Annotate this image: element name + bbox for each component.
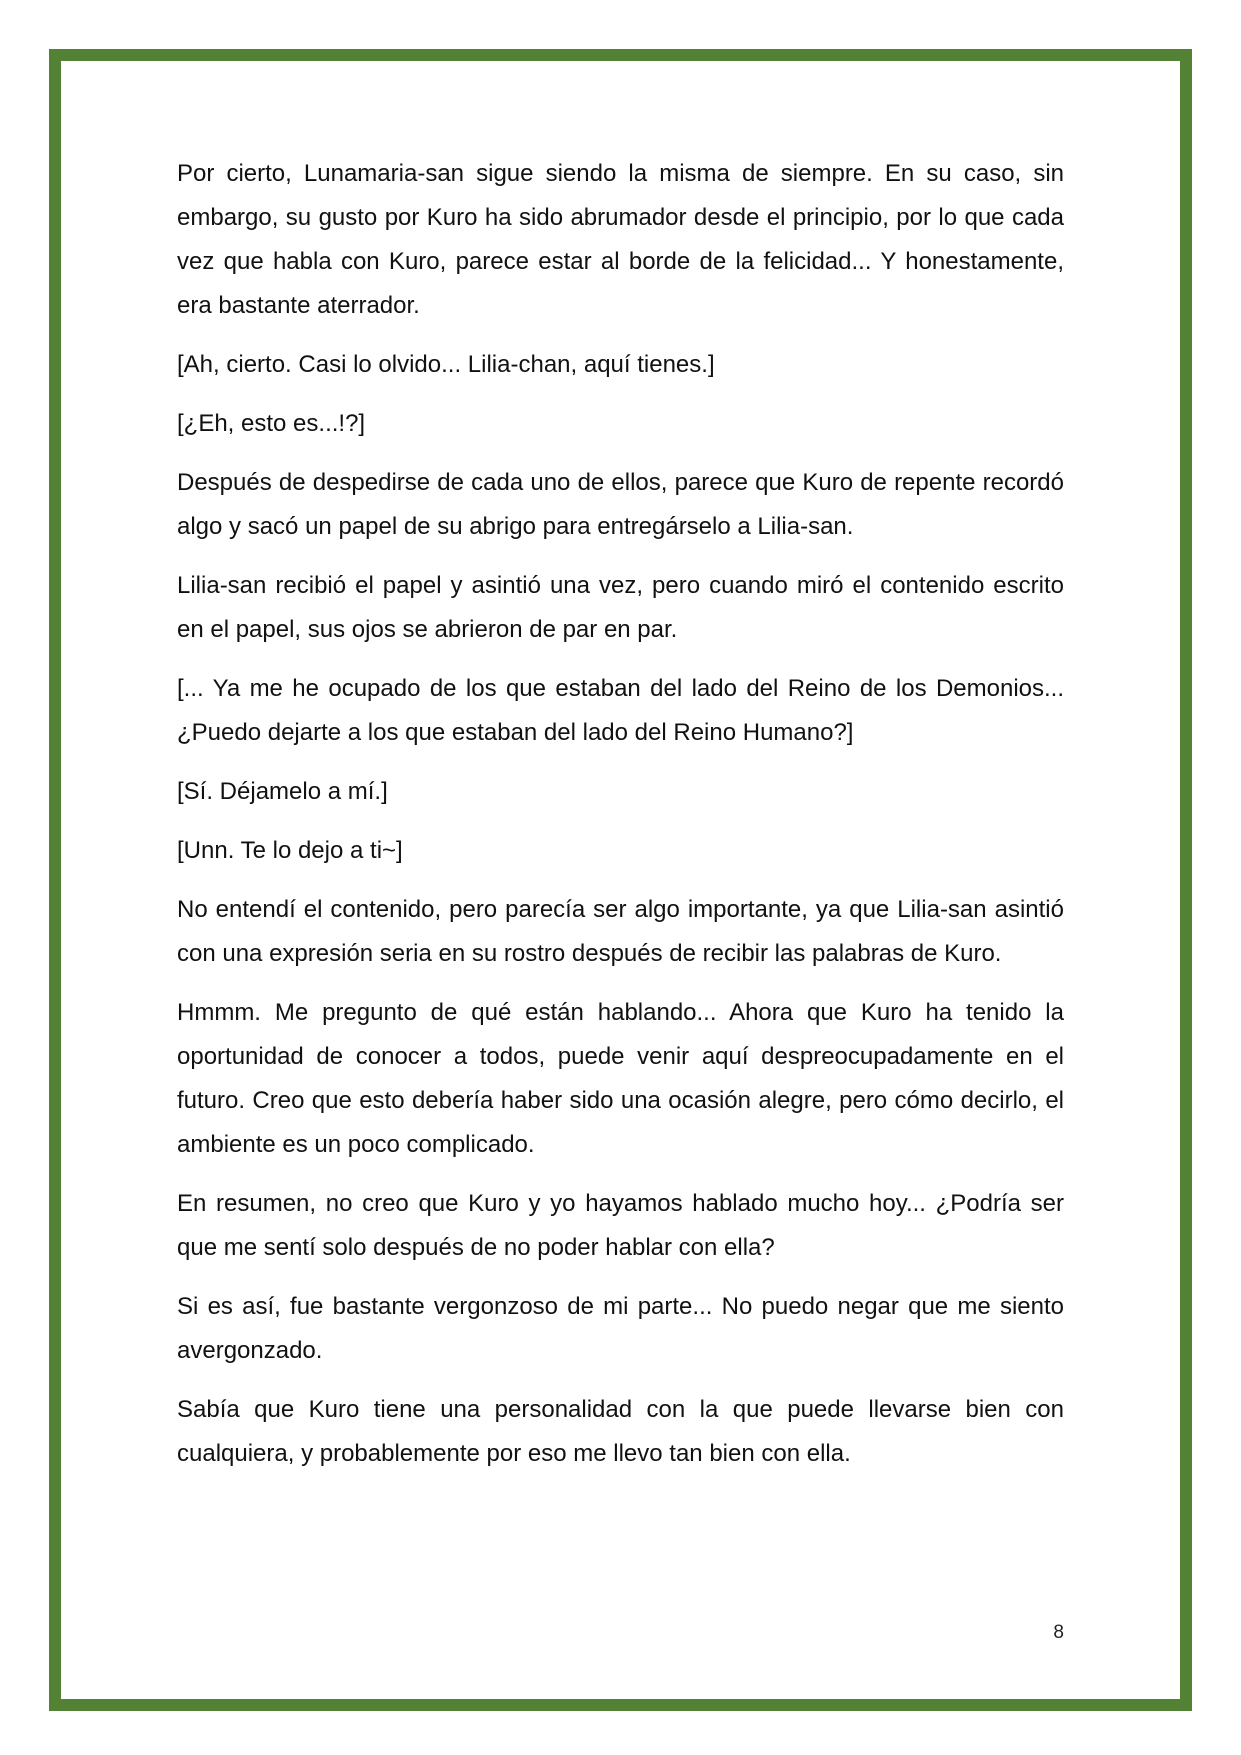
paragraph: Después de despedirse de cada uno de ellos, parece que Kuro de repente recordó algo y sacó un papel de su abrigo para entregárselo a Lilia-san.: [177, 469, 1064, 540]
dialogue-line: [... Ya me he ocupado de los que estaban del lado del Reino de los Demonios... ¿Puedo dejarte a los que estaban del lado del Reino Humano?]: [177, 675, 1064, 746]
dialogue-line: [Sí. Déjamelo a mí.]: [177, 778, 388, 805]
page-number: 8: [1053, 1622, 1064, 1643]
paragraph: Sabía que Kuro tiene una personalidad con la que puede llevarse bien con cualquiera, y probablemente por eso me llevo tan bien con ella.: [177, 1396, 1064, 1467]
dialogue-line: [¿Eh, esto es...!?]: [177, 410, 366, 437]
paragraph: Hmmm. Me pregunto de qué están hablando... Ahora que Kuro ha tenido la oportunidad de conocer a todos, puede venir aquí despreocupadamente en el futuro. Creo que esto debería haber sido una ocasión alegre, pero cómo decirlo, el ambiente es un poco complicado.: [177, 999, 1064, 1158]
page-body: [177, 152, 1064, 1491]
dialogue-line: [Unn. Te lo dejo a ti~]: [177, 837, 403, 864]
paragraph: En resumen, no creo que Kuro y yo hayamos hablado mucho hoy... ¿Podría ser que me sentí solo después de no poder hablar con ella?: [177, 1190, 1064, 1261]
dialogue-line: [Ah, cierto. Casi lo olvido... Lilia-chan, aquí tienes.]: [177, 351, 715, 378]
paragraph: Si es así, fue bastante vergonzoso de mi parte... No puedo negar que me siento avergonzado.: [177, 1293, 1064, 1364]
paragraph: No entendí el contenido, pero parecía ser algo importante, ya que Lilia-san asintió con una expresión seria en su rostro después de recibir las palabras de Kuro.: [177, 896, 1064, 967]
paragraph: Por cierto, Lunamaria-san sigue siendo la misma de siempre. En su caso, sin embargo, su gusto por Kuro ha sido abrumador desde el principio, por lo que cada vez que habla con Kuro, parece estar al borde de la felicidad... Y honestamente, era bastante aterrador.: [177, 160, 1064, 319]
paragraph: Lilia-san recibió el papel y asintió una vez, pero cuando miró el contenido escrito en el papel, sus ojos se abrieron de par en par.: [177, 572, 1064, 643]
